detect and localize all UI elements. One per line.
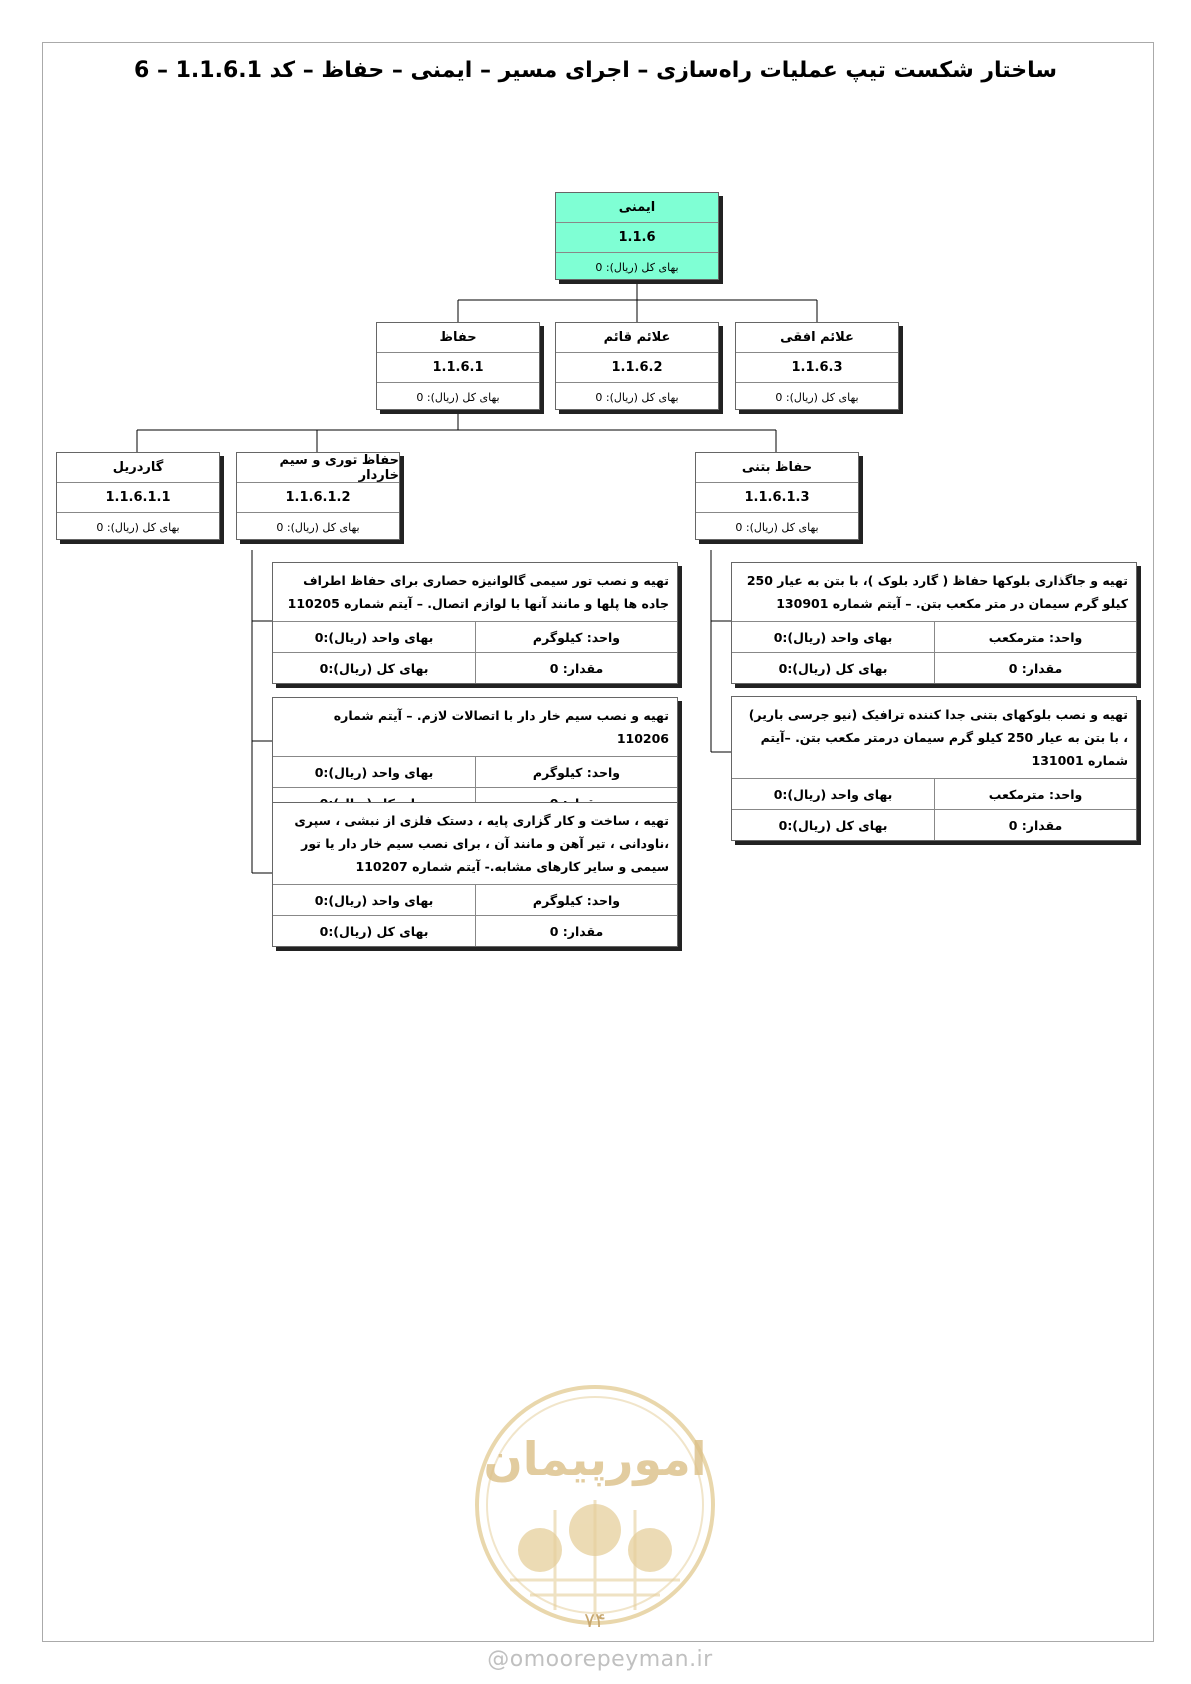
item-110207 [272, 802, 678, 947]
item-quantity: مقدار: 0 [475, 916, 677, 946]
node-cost: بهای کل (ریال): 0 [96, 521, 180, 534]
item-unit-price: بهای واحد (ریال):0 [273, 885, 475, 916]
node-name: گاردریل [57, 453, 219, 483]
page-number: ۷۴ [584, 1608, 606, 1632]
node-code: 1.1.6.1 [377, 353, 539, 383]
item-110206 [272, 697, 678, 819]
node-hefaz-botoni [695, 452, 859, 540]
item-description: تهیه و جاگذاری بلوکها حفاظ ( گارد بلوک )، با بتن به عیار 250 کیلو گرم سیمان در متر مکعب بتن. – آیتم شماره 130901 [732, 563, 1136, 622]
node-hefaz [376, 322, 540, 410]
item-unit: واحد: مترمکعب [934, 779, 1136, 810]
node-code: 1.1.6.2 [556, 353, 718, 383]
item-unit: واحد: مترمکعب [934, 622, 1136, 653]
node-name: علائم قائم [556, 323, 718, 353]
node-cost: بهای کل (ریال): 0 [276, 521, 360, 534]
item-description: تهیه و نصب بلوکهای بتنی جدا کننده ترافیک (نیو جرسی باریر) ، با بتن به عیار 250 کیلو گرم سیمان درمتر مکعب بتن. –آیتم شماره 131001 [732, 697, 1136, 779]
seal-logo [470, 1380, 720, 1630]
item-130901 [731, 562, 1137, 684]
item-total-cost: بهای کل (ریال):0 [778, 660, 888, 676]
node-code: 1.1.6 [556, 223, 718, 253]
node-hefaz-toori [236, 452, 400, 540]
node-cost: بهای کل (ریال): 0 [595, 261, 679, 274]
item-quantity: مقدار: 0 [934, 810, 1136, 840]
item-unit: واحد: کیلوگرم [475, 885, 677, 916]
item-131001 [731, 696, 1137, 841]
node-name: حفاظ بتنی [696, 453, 858, 483]
item-unit: واحد: کیلوگرم [475, 622, 677, 653]
node-cost: بهای کل (ریال): 0 [595, 391, 679, 404]
item-quantity: مقدار: 0 [934, 653, 1136, 683]
node-alaem-ofoghi [735, 322, 899, 410]
item-unit: واحد: کیلوگرم [475, 757, 677, 788]
item-unit-price: بهای واحد (ریال):0 [273, 757, 475, 788]
node-code: 1.1.6.1.3 [696, 483, 858, 513]
node-name: حفاظ [377, 323, 539, 353]
item-total-cost: بهای کل (ریال):0 [319, 923, 429, 939]
node-name: علائم افقی [736, 323, 898, 353]
node-code: 1.1.6.1.2 [237, 483, 399, 513]
item-description: تهیه ، ساخت و کار گزاری پایه ، دستک فلزی از نبشی ، سپری ،ناودانی ، تیر آهن و مانند آن ، برای نصب سیم خار دار یا تور سیمی و سایر کارهای مشابه.- آیتم شماره 110207 [273, 803, 677, 885]
node-cost: بهای کل (ریال): 0 [775, 391, 859, 404]
seal-text: امورپیمان [483, 1432, 707, 1486]
node-cost: بهای کل (ریال): 0 [416, 391, 500, 404]
item-total-cost: بهای کل (ریال):0 [319, 660, 429, 676]
item-110205 [272, 562, 678, 684]
node-alaem-ghaem [555, 322, 719, 410]
item-quantity: مقدار: 0 [475, 653, 677, 683]
node-code: 1.1.6.3 [736, 353, 898, 383]
watermark-text: @omoorepeyman.ir [487, 1647, 713, 1672]
node-cost: بهای کل (ریال): 0 [735, 521, 819, 534]
node-garderil [56, 452, 220, 540]
page-title: ساختار شکست تیپ عملیات راه‌سازی – اجرای مسیر – ایمنی – حفاظ – کد 1.1.6.1 – 6 [133, 58, 1058, 83]
item-description: تهیه و نصب تور سیمی گالوانیزه حصاری برای حفاظ اطراف جاده ها پلها و مانند آنها با لوازم اتصال. – آیتم شماره 110205 [273, 563, 677, 622]
item-unit-price: بهای واحد (ریال):0 [732, 779, 934, 810]
node-root [555, 192, 719, 280]
item-description: تهیه و نصب سیم خار دار با اتصالات لازم. – آیتم شماره 110206 [273, 698, 677, 757]
item-unit-price: بهای واحد (ریال):0 [273, 622, 475, 653]
node-code: 1.1.6.1.1 [57, 483, 219, 513]
node-name: حفاظ توری و سیم خاردار [237, 453, 399, 483]
item-total-cost: بهای کل (ریال):0 [778, 817, 888, 833]
item-unit-price: بهای واحد (ریال):0 [732, 622, 934, 653]
node-name: ایمنی [556, 193, 718, 223]
